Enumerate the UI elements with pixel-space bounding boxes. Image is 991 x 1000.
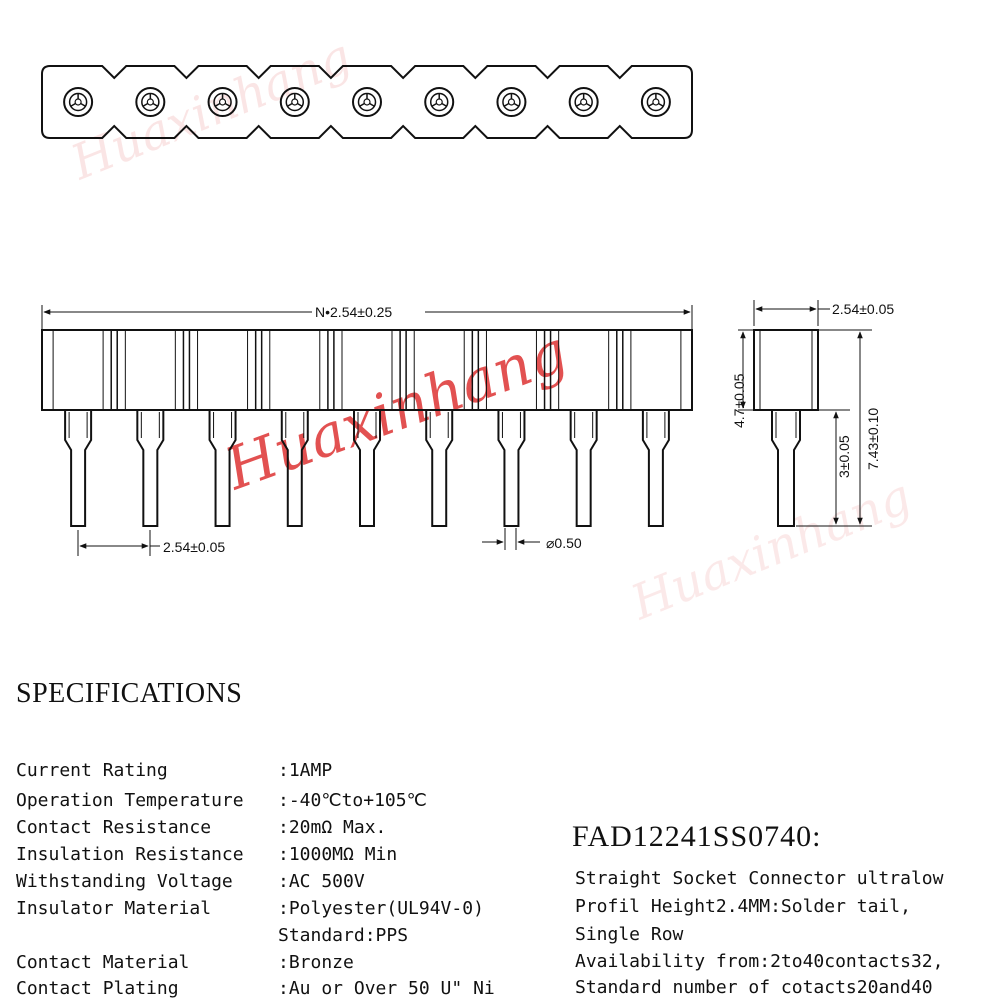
spec-label: Operation Temperature xyxy=(16,790,244,811)
socket-contact-top xyxy=(353,88,381,116)
watermark: Huaxinhang xyxy=(623,468,919,632)
spec-label: Contact Plating xyxy=(16,978,179,999)
spec-value: :Bronze xyxy=(278,952,354,973)
spec-value: :-40℃to+105℃ xyxy=(278,790,427,811)
watermark: Huaxinhang xyxy=(63,28,359,192)
spec-value: :1AMP xyxy=(278,760,333,781)
spec-label: Contact Material xyxy=(16,952,190,973)
watermark: Huaxinhang xyxy=(216,316,576,504)
socket-contact-top xyxy=(64,88,92,116)
socket-contact-top xyxy=(642,88,670,116)
spec-label: Insulation Resistance xyxy=(16,844,244,865)
description-line: Profil Height2.4MM:Solder tail, xyxy=(575,896,911,917)
solder-pin xyxy=(137,410,163,526)
svg-text:⌀0.50: ⌀0.50 xyxy=(546,535,582,551)
socket-contact-top xyxy=(425,88,453,116)
description-line: Standard number of cotacts20and40 xyxy=(575,977,933,998)
spec-label: Insulator Material xyxy=(16,898,212,919)
dimension-side-width xyxy=(754,300,894,326)
model-number: FAD12241SS0740: xyxy=(572,820,822,853)
spec-value: :Polyester(UL94V-0) xyxy=(278,898,484,919)
socket-contact-top xyxy=(497,88,525,116)
spec-value: :Au or Over 50 U" Ni xyxy=(278,978,495,999)
svg-text:N•2.54±0.25: N•2.54±0.25 xyxy=(315,304,393,320)
svg-text:4.7±0.05: 4.7±0.05 xyxy=(731,373,747,428)
description-line: Availability from:2to40contacts32, xyxy=(575,951,944,972)
svg-text:7.43±0.10: 7.43±0.10 xyxy=(865,407,881,470)
spec-value: :20mΩ Max. xyxy=(278,817,387,838)
svg-text:3±0.05: 3±0.05 xyxy=(836,435,852,478)
specifications-title: SPECIFICATIONS xyxy=(16,678,243,709)
dimension-pin-diameter xyxy=(482,528,582,551)
spec-label: Contact Resistance xyxy=(16,817,212,838)
spec-label: Withstanding Voltage xyxy=(16,871,233,892)
dimension-total-length xyxy=(42,304,692,330)
svg-text:2.54±0.05: 2.54±0.05 xyxy=(163,539,226,555)
solder-pin xyxy=(643,410,669,526)
description-line: Straight Socket Connector ultralow xyxy=(575,868,944,889)
dimension-pitch xyxy=(78,530,225,556)
spec-label: Current Rating xyxy=(16,760,168,781)
solder-pin xyxy=(571,410,597,526)
side-view xyxy=(754,330,818,526)
spec-value: :1000MΩ Min xyxy=(278,844,398,865)
spec-value: :AC 500V xyxy=(278,871,365,892)
svg-text:2.54±0.05: 2.54±0.05 xyxy=(832,301,895,317)
spec-value: Standard:PPS xyxy=(278,925,409,946)
socket-contact-top xyxy=(570,88,598,116)
description-line: Single Row xyxy=(575,924,684,945)
solder-pin xyxy=(498,410,524,526)
dimension-body-height xyxy=(731,330,754,428)
solder-pin xyxy=(65,410,91,526)
